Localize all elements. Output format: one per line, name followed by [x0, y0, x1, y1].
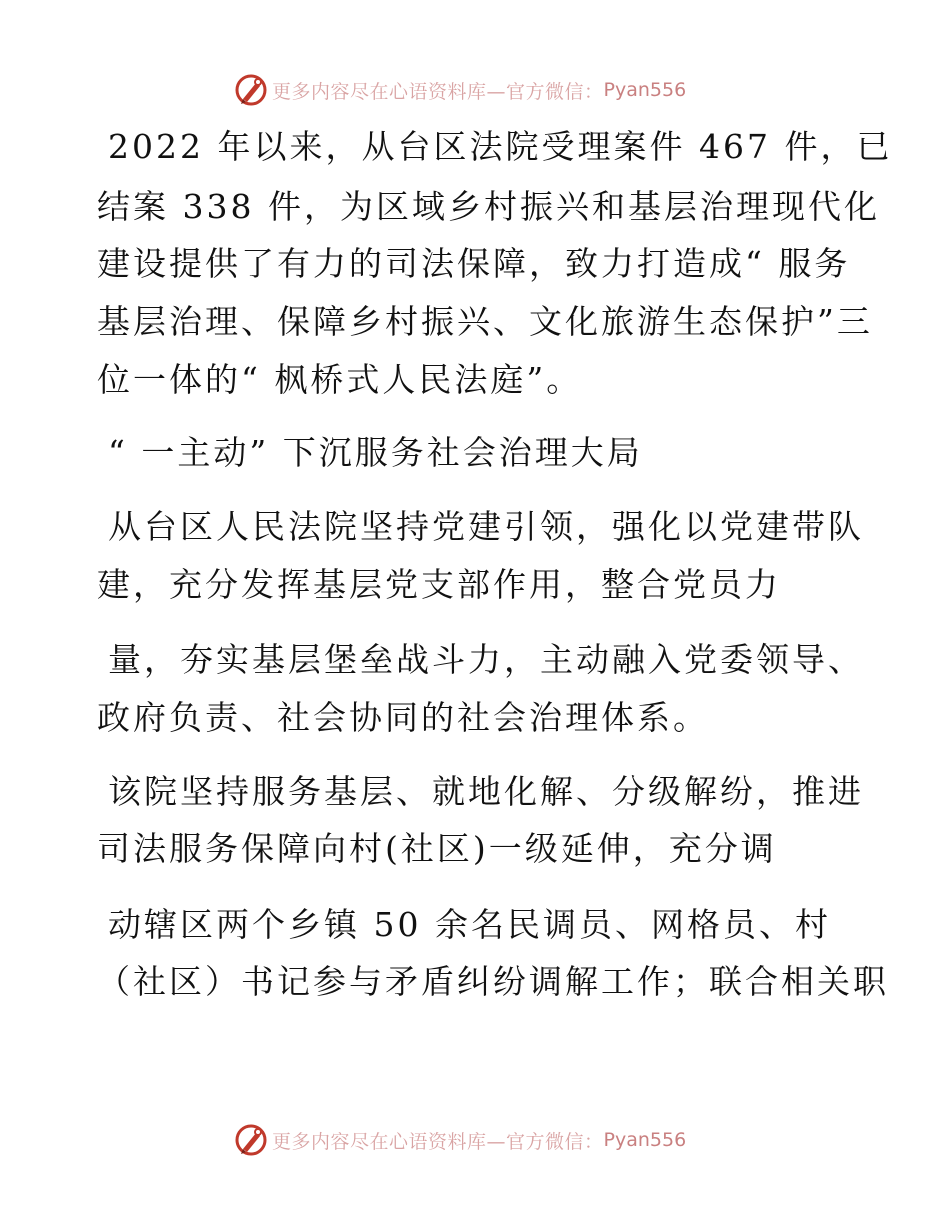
text-line: （社区）书记参与矛盾纠纷调解工作；联合相关职 — [97, 962, 889, 1001]
text-line: 基层治理、保障乡村振兴、文化旅游生态保护”三 — [97, 302, 873, 341]
heading-line: “ 一主动” 下沉服务社会治理大局 — [108, 433, 643, 472]
banner-text: 更多内容尽在心语资料库—官方微信： — [272, 80, 604, 103]
wechat-id: Pyan556 — [603, 79, 687, 101]
text-line: 从台区人民法院坚持党建引领，强化以党建带队 — [108, 507, 864, 546]
text-line: 政府负责、社会协同的社会治理体系。 — [97, 698, 709, 737]
pen-logo-icon — [234, 73, 268, 107]
text-line: 该院坚持服务基层、就地化解、分级解纷，推进 — [108, 772, 864, 811]
text-line: 2022 年以来，从台区法院受理案件 467 件，已 — [108, 127, 893, 166]
text-line: 司法服务保障向村(社区)一级延伸，充分调 — [97, 829, 777, 868]
text-line: 位一体的“ 枫桥式人民法庭”。 — [97, 360, 583, 399]
text-line: 建，充分发挥基层党支部作用，整合党员力 — [97, 565, 781, 604]
text-line: 建设提供了有力的司法保障，致力打造成“ 服务 — [97, 244, 851, 283]
text-line: 结案 338 件，为区域乡村振兴和基层治理现代化 — [97, 187, 880, 226]
banner-text: 更多内容尽在心语资料库—官方微信： — [272, 1130, 604, 1153]
text-line: 动辖区两个乡镇 50 余名民调员、网格员、村 — [108, 905, 831, 944]
wechat-id: Pyan556 — [603, 1129, 687, 1151]
footer-banner — [234, 1120, 686, 1160]
text-line: 量，夯实基层堡垒战斗力，主动融入党委领导、 — [108, 640, 864, 679]
pen-logo-icon — [234, 1123, 268, 1157]
header-banner — [234, 70, 686, 110]
